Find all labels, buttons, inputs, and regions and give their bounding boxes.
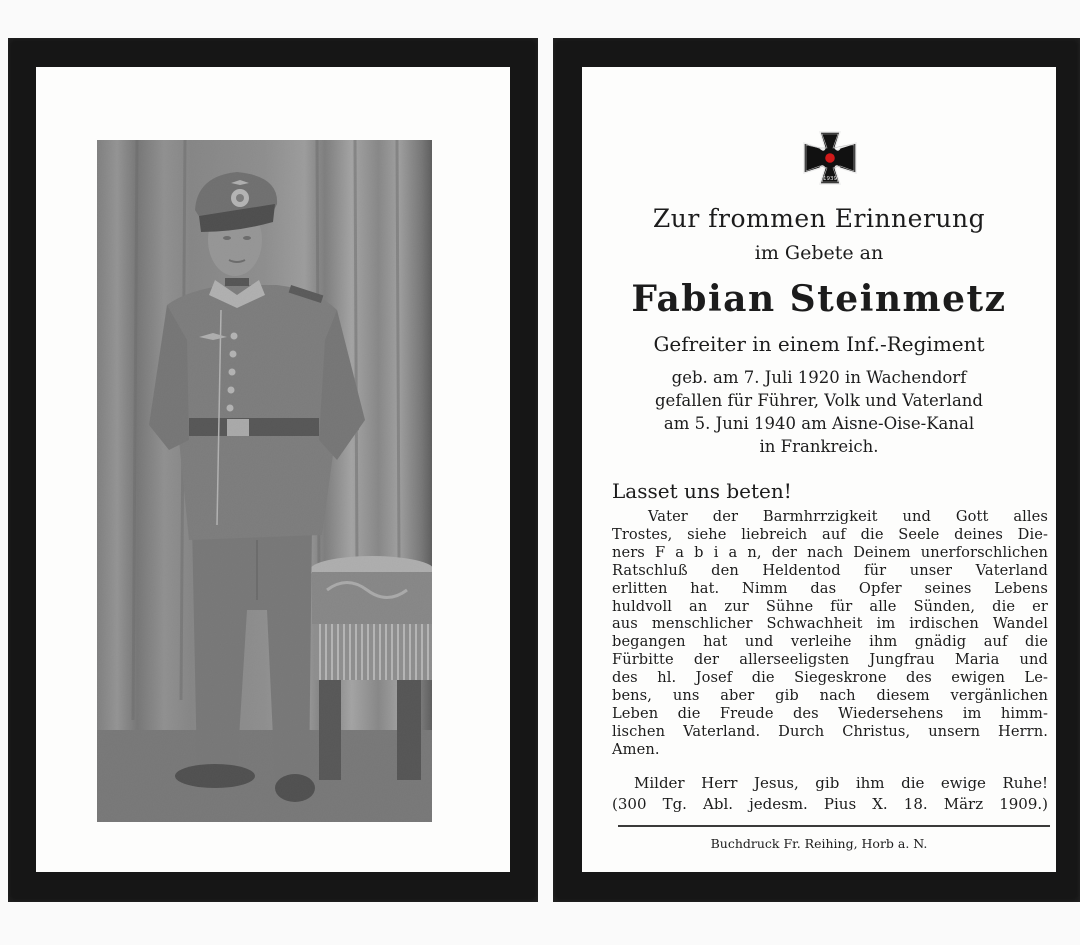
invocation-line: Milder Herr Jesus, gib ihm die ewige Ruhe!: [634, 774, 1048, 792]
prayer-line: lischen Vaterland. Durch Christus, unsern Herrn.: [612, 722, 1048, 740]
soldier-portrait-photo: [97, 140, 432, 822]
closing-invocation: [612, 773, 1048, 815]
prayer-line: Vater der Barmhrrzigkeit und Gott alles: [648, 508, 1048, 525]
prayer-line: huldvoll an zur Sühne für alle Sünden, die er: [612, 597, 1048, 615]
memorial-title: Zur frommen Erinnerung: [652, 204, 986, 233]
prayer-line: Fürbitte der allerseeligsten Jungfrau Maria und: [612, 651, 1048, 669]
prayer-line: aus menschlicher Schwachheit im irdischen Wandel: [612, 615, 1048, 633]
prayer-line: bens, uns aber gib nach diesem vergänlichen: [612, 687, 1048, 705]
military-rank: Gefreiter in einem Inf.-Regiment: [653, 332, 985, 356]
portrait-illustration: [97, 140, 432, 822]
prayer-line: Trostes, siehe liebreich auf die Seele deines Die-: [612, 525, 1048, 543]
death-date-place-line: am 5. Juni 1940 am Aisne-Oise-Kanal: [663, 414, 975, 433]
prayer-text: [612, 508, 1048, 759]
memorial-subtitle: im Gebete an: [754, 242, 884, 264]
iron-cross-icon: [802, 130, 858, 186]
prayer-line: Ratschluß den Heldentod für unser Vaterland: [612, 561, 1048, 579]
svg-text:1939: 1939: [823, 176, 837, 182]
indulgence-note: (300 Tg. Abl. jedesm. Pius X. 18. März 1909.): [612, 795, 1048, 813]
prayer-line: des hl. Josef die Siegeskrone des ewigen Le-: [612, 669, 1048, 687]
death-country-line: in Frankreich.: [759, 437, 879, 456]
prayer-line: Amen.: [612, 740, 660, 758]
divider-rule: [618, 825, 1050, 827]
memorial-card-text-side: [553, 38, 1080, 902]
memorial-card-photo-side: [8, 38, 538, 902]
deceased-name: Fabian Steinmetz: [631, 278, 1007, 320]
printer-imprint: Buchdruck Fr. Reihing, Horb a. N.: [710, 836, 928, 851]
birth-line: geb. am 7. Juli 1920 in Wachendorf: [671, 368, 967, 387]
prayer-heading: Lasset uns beten!: [612, 479, 792, 503]
prayer-line: Leben die Freude des Wiedersehens im himm-: [612, 704, 1048, 722]
prayer-line: erlitten hat. Nimm das Opfer seines Lebens: [612, 579, 1048, 597]
card-paper: [582, 67, 1056, 872]
prayer-line: ners F a b i a n, der nach Deinem unerforschlichen: [612, 543, 1048, 561]
fallen-line: gefallen für Führer, Volk und Vaterland: [655, 391, 983, 410]
prayer-line: begangen hat und verleihe ihm gnädig auf die: [612, 633, 1048, 651]
card-paper: [36, 67, 510, 872]
bleed-through-text: [462, 507, 476, 807]
